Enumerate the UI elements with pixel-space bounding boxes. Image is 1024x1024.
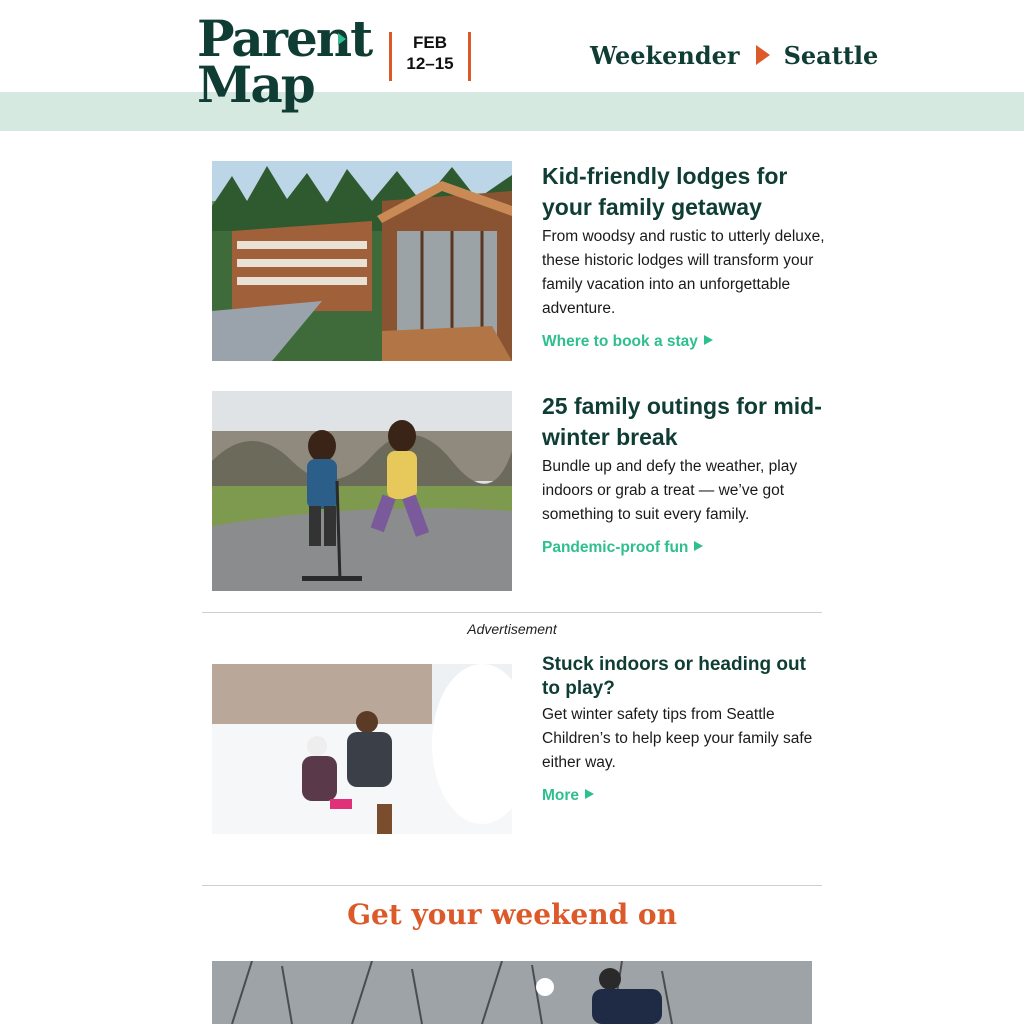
edition-title: [590, 38, 878, 72]
snowball-hero-image: [212, 961, 812, 1024]
article-description: Bundle up and defy the weather, play indoors or grab a treat — we’ve got something to suit every family.: [542, 458, 798, 523]
lodge-photo[interactable]: [212, 161, 512, 361]
ad-article-text: [542, 653, 827, 805]
play-arrow-icon: [694, 541, 703, 551]
play-arrow-icon: [704, 335, 713, 345]
where-to-book-link[interactable]: [542, 333, 713, 351]
kids-playing-photo-image: [212, 391, 512, 591]
kids-playing-photo[interactable]: [212, 391, 512, 591]
play-arrow-icon: [756, 45, 770, 65]
article-title[interactable]: Kid-friendly lodges for your family getaway: [542, 163, 788, 220]
advertisement-label: Advertisement: [467, 621, 557, 637]
cta-label: Where to book a stay: [542, 333, 698, 350]
pandemic-proof-fun-link[interactable]: [542, 539, 703, 557]
article-outings-text: [542, 391, 827, 557]
ad-title[interactable]: Stuck indoors or heading out to play?: [542, 654, 806, 699]
cta-label: More: [542, 787, 580, 804]
ad-description: Get winter safety tips from Seattle Children’s to help keep your family safe either way.: [542, 706, 813, 771]
logo-play-icon: [338, 33, 346, 45]
parentmap-logo[interactable]: [197, 9, 372, 122]
edition-city: Seattle: [783, 40, 879, 70]
more-link[interactable]: [542, 787, 594, 805]
header-band: [0, 92, 1024, 131]
lodge-photo-image: [212, 161, 512, 361]
article-description: From woodsy and rustic to utterly deluxe, these historic lodges will transform your family vacation into an unforgettable adventure.: [542, 228, 825, 317]
weekend-section-title: Get your weekend on: [347, 898, 677, 931]
email-header: [0, 0, 1024, 131]
date-month: FEB: [413, 33, 447, 52]
snow-family-photo[interactable]: [212, 664, 512, 864]
snowball-hero-photo[interactable]: [212, 961, 812, 1024]
date-range-badge: [389, 32, 471, 81]
divider: [202, 612, 822, 613]
edition-name: Weekender: [590, 40, 740, 70]
article-title[interactable]: 25 family outings for mid-winter break: [542, 393, 822, 450]
divider: [202, 885, 822, 886]
play-arrow-icon: [585, 789, 594, 799]
cta-label: Pandemic-proof fun: [542, 539, 689, 556]
snow-family-photo-image: [212, 664, 512, 864]
article-lodges-text: [542, 161, 827, 351]
date-days: 12–15: [406, 54, 454, 73]
logo-word-map: Map: [197, 55, 314, 114]
logo-word-parent: Parent: [197, 9, 372, 68]
